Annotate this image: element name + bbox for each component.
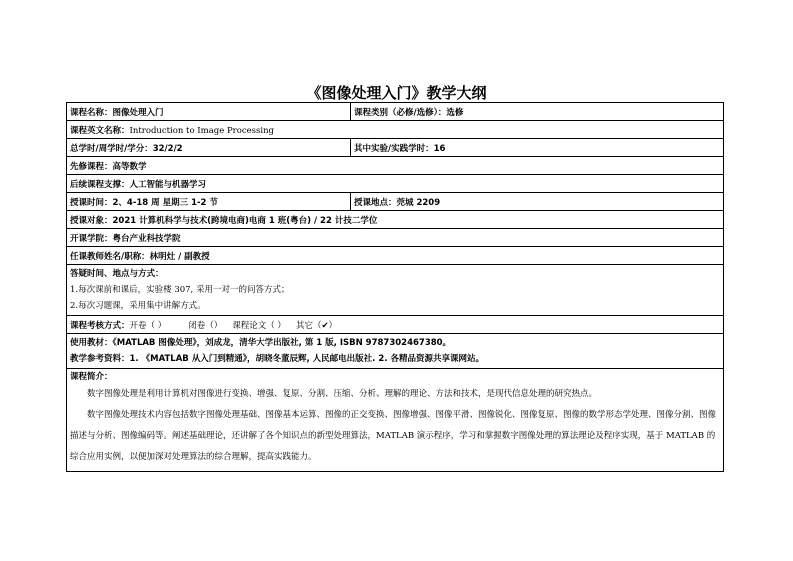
followup: 人工智能与机器学习 — [129, 179, 207, 190]
table-row — [67, 121, 724, 139]
audience: 2021 计算机科学与技术(跨境电商)电商 1 班(粤台) / 22 计技二学位 — [112, 215, 378, 226]
intro-paragraph: 数字图像处理技术内容包括数字图像处理基础、图像基本运算、图像的正交变换、图像增强、图像平滑、图像锐化、图像复原、图像的数学形态学处理、图像分割、图像描述与分析、图像编码等。阐述基础理论，还讲解了各个知识点的新型处理算法，MATLAB 演示程序，学习和掌握数字图像处理的算法理论及程序实现，基于 MATLAB 的综合应用实例，以便加深对处理算法的综合理解，提高实践能力。 — [70, 410, 717, 462]
prereq-cell — [67, 157, 724, 175]
table-row — [67, 211, 724, 229]
audience-cell — [67, 211, 724, 229]
time-label: 授课时间： — [70, 197, 113, 208]
lab-hours-cell — [351, 139, 724, 157]
course-type-cell — [351, 103, 724, 121]
teacher-cell — [67, 247, 724, 265]
course-name-label: 课程名称： — [70, 107, 113, 118]
table-row — [67, 157, 724, 175]
table-row — [67, 316, 724, 334]
course-type: 选修 — [446, 107, 464, 118]
reference: 1. 《MATLAB 从入门到精通》，胡晓冬董辰辉, 人民邮电出版社. 2. 各精品资源共享课网站。 — [129, 354, 484, 364]
exam-option-closed: 闭卷（） — [188, 320, 223, 331]
hours: 32/2/2 — [152, 143, 183, 154]
time-cell — [67, 193, 351, 211]
prereq: 高等数学 — [112, 161, 147, 172]
intro-label: 课程简介： — [70, 372, 113, 382]
textbook-label: 使用教材： — [70, 338, 113, 348]
exam-label: 课程考核方式： — [70, 320, 130, 331]
table-row — [67, 139, 724, 157]
intro-paragraph: 数字图像处理是利用计算机对图像进行变换、增强、复原、分割、压缩、分析、理解的理论、方法和技术，是现代信息处理的研究热点。 — [87, 389, 598, 399]
audience-label: 授课对象： — [70, 215, 113, 226]
hours-cell — [67, 139, 351, 157]
location-cell — [351, 193, 724, 211]
table-row — [67, 175, 724, 193]
teacher-label: 任课教师姓名/职称： — [70, 251, 150, 262]
textbook-line — [70, 335, 720, 351]
followup-cell — [67, 175, 724, 193]
course-type-label: 课程类别（必修/选修）： — [354, 107, 447, 118]
table-row — [67, 193, 724, 211]
teacher: 林明灶 / 副教授 — [149, 251, 210, 262]
college-label: 开课学院： — [70, 233, 113, 244]
document-title: 《图像处理入门》教学大纲 — [306, 84, 487, 102]
english-name-cell — [67, 121, 724, 139]
exam-option-open: 开卷（ ） — [129, 320, 167, 331]
exam-option-other: 其它（✔） — [295, 320, 338, 331]
course-name-cell — [67, 103, 351, 121]
hours-label: 总学时/周学时/学分： — [70, 143, 153, 154]
college-cell — [67, 229, 724, 247]
lab-hours-label: 其中实验/实践学时： — [354, 143, 434, 154]
table-row — [67, 229, 724, 247]
table-row — [67, 265, 724, 316]
syllabus-table — [66, 102, 724, 472]
qa-cell — [67, 265, 724, 316]
table-row — [67, 369, 724, 472]
english-name-label: 课程英文名称： — [70, 125, 130, 136]
qa-item: 1.每次课前和课后，实验楼 307, 采用一对一的问答方式； — [70, 285, 290, 295]
followup-label: 后续课程支撑： — [70, 179, 130, 190]
prereq-label: 先修课程： — [70, 161, 113, 172]
materials-cell — [67, 334, 724, 369]
time: 2、4-18 周 星期三 1-2 节 — [112, 197, 218, 208]
textbook: 《MATLAB 图像处理》，刘成龙，清华大学出版社, 第 1 版, ISBN 9787302467380。 — [112, 338, 452, 348]
table-row — [67, 247, 724, 265]
lab-hours: 16 — [433, 143, 446, 154]
table-row — [67, 103, 724, 121]
reference-label: 教学参考资料： — [70, 354, 130, 364]
course-name: 图像处理入门 — [112, 107, 164, 118]
english-name: Introduction to Image Processing — [129, 125, 274, 136]
reference-line — [70, 351, 720, 367]
intro-cell — [67, 369, 724, 472]
qa-label: 答疑时间、地点与方式： — [70, 269, 164, 279]
location-label: 授课地点： — [354, 197, 397, 208]
exam-option-paper: 课程论文（ ） — [232, 320, 286, 331]
qa-item: 2.每次习题课，采用集中讲解方式。 — [70, 301, 206, 311]
college: 粤台产业科技学院 — [112, 233, 181, 244]
location: 莞城 2209 — [396, 197, 441, 208]
table-row — [67, 334, 724, 369]
exam-cell — [67, 316, 724, 334]
